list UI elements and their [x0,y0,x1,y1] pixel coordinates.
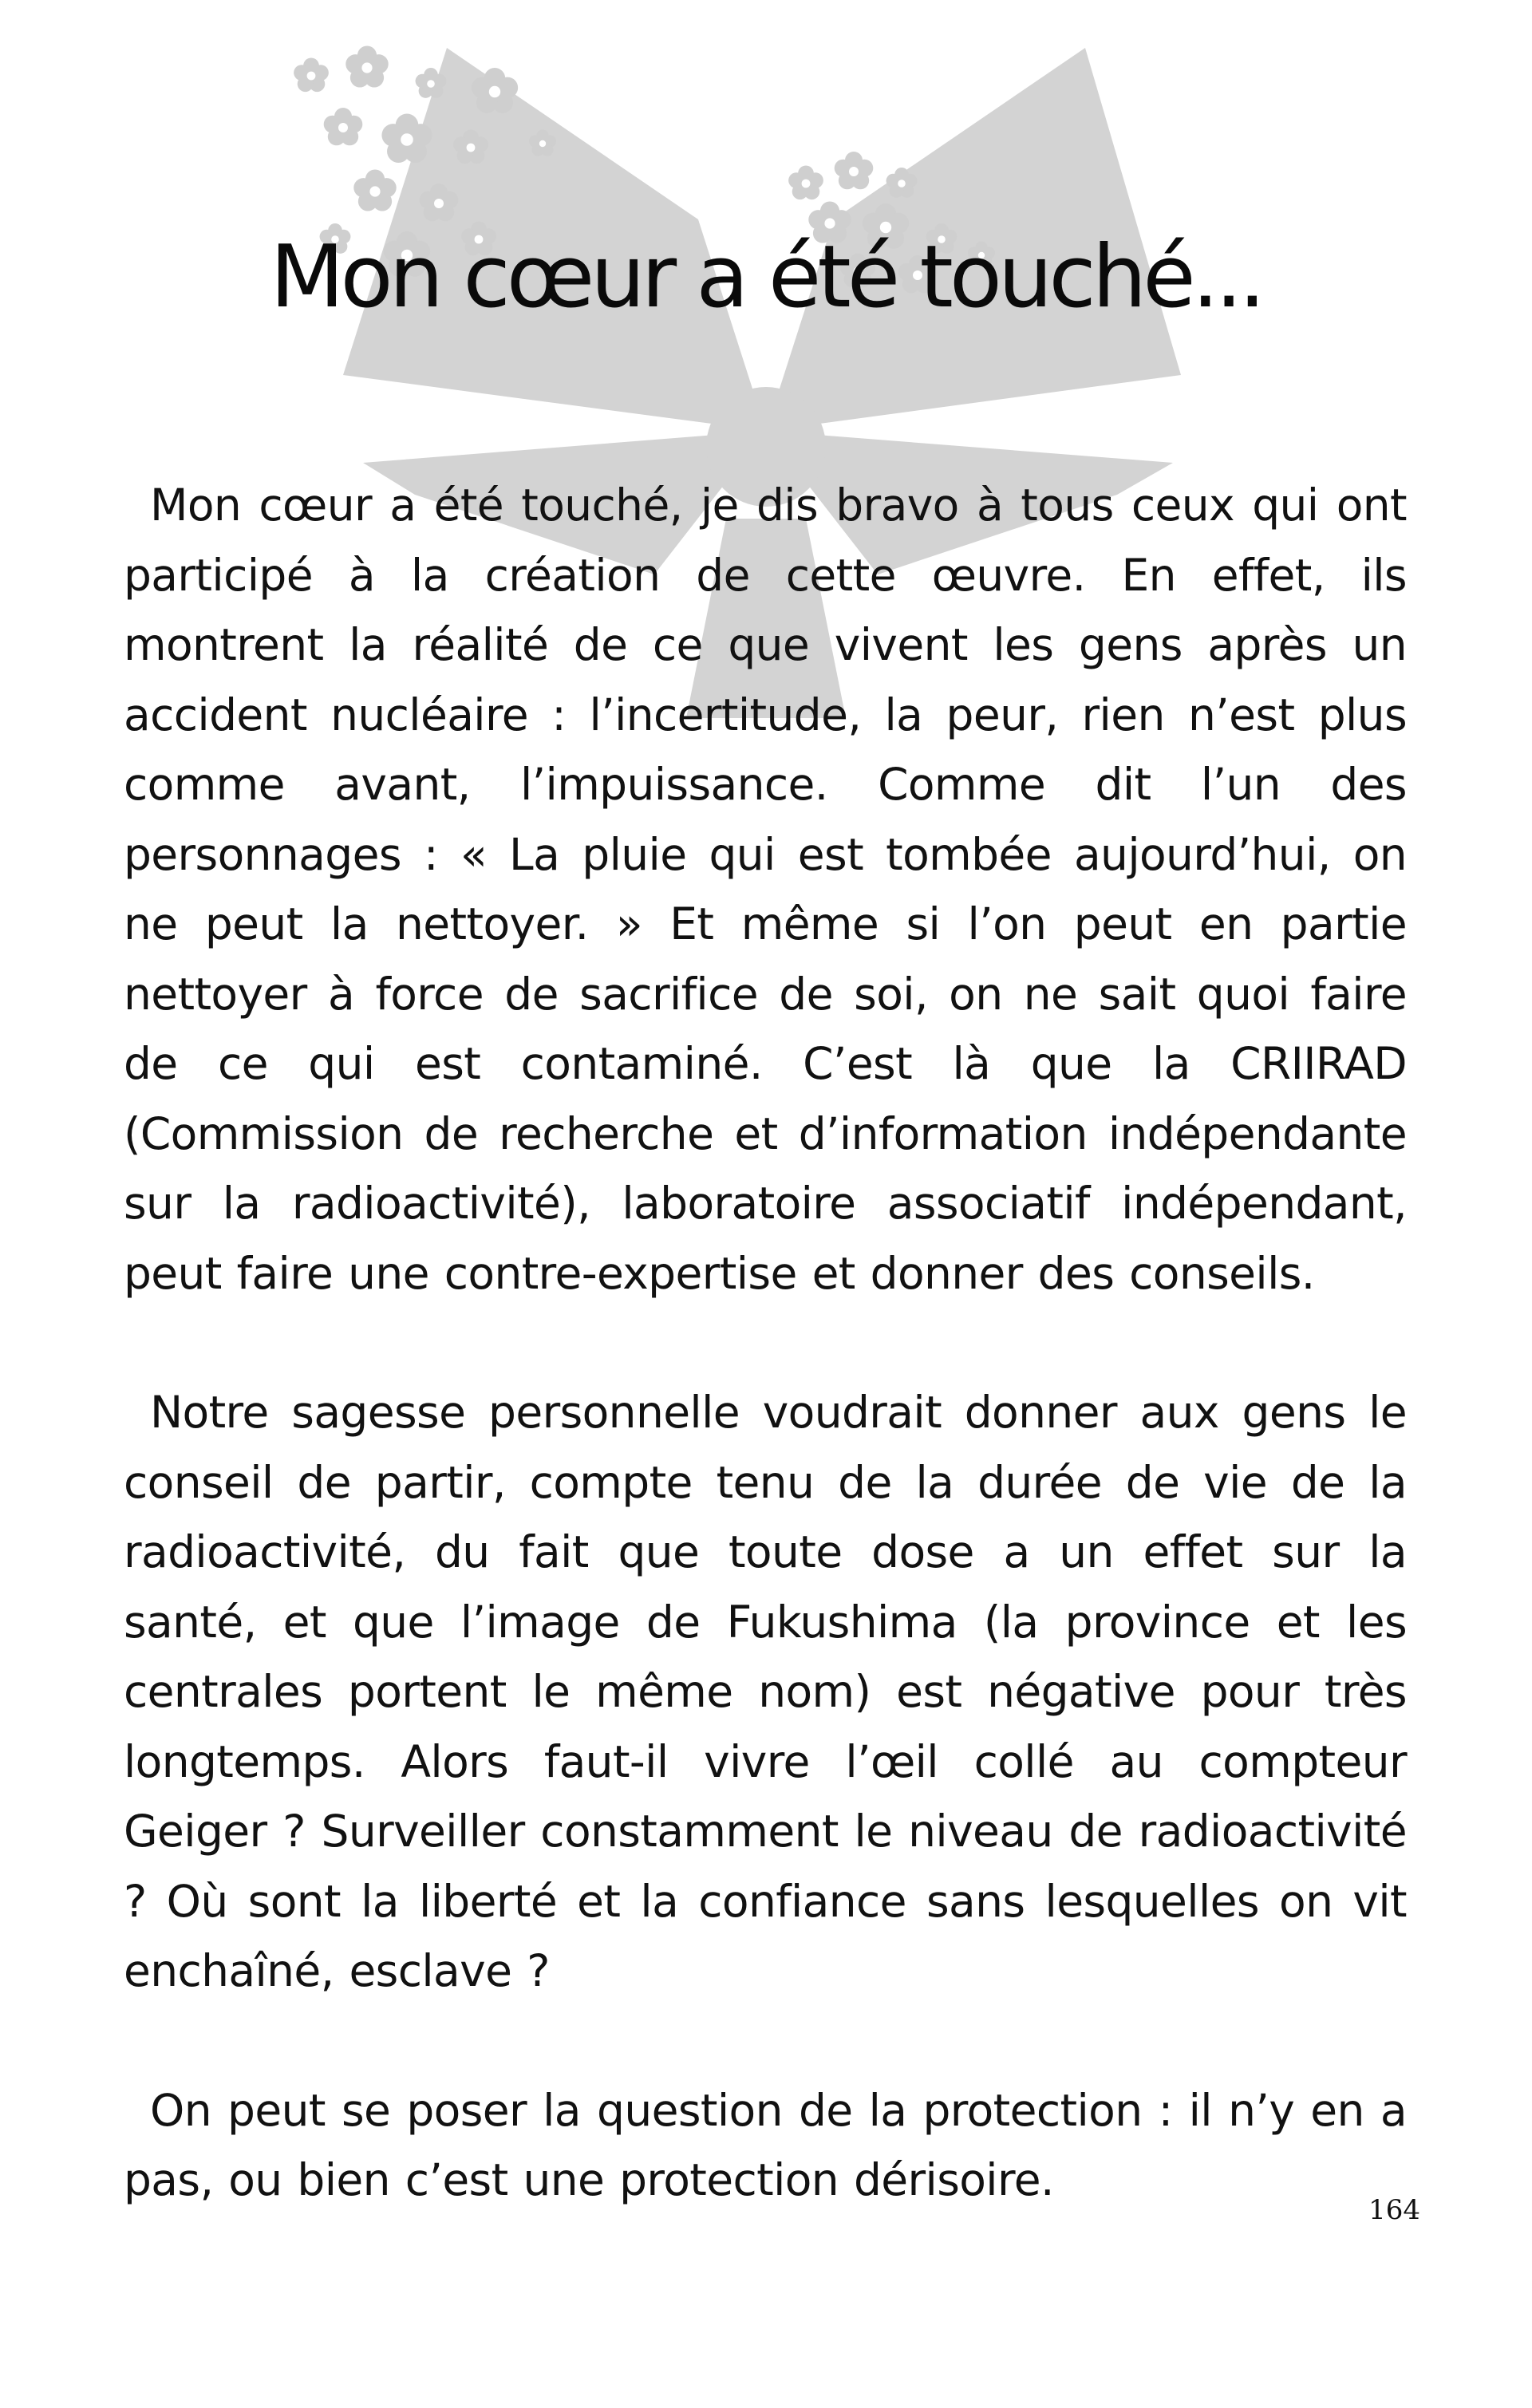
page-number: 164 [1368,2194,1420,2226]
paragraph-2: Notre sagesse personnelle voudrait donner aux gens le conseil de partir, compte tenu de la durée de vie de la radioactivité, du fait que toute dose a un effet sur la santé, et que l’image de Fukushima (la province et les centrales portent le même nom) est négative pour très longtemps. Alors faut-il vivre l’œil collé au compteur Geiger ? Surveiller constamment le niveau de radioactivité ? Où sont la liberté et la confiance sans lesquelles on vit enchaîné, esclave ? [124,1387,1407,1996]
article-body [124,471,1407,2285]
page-title: Mon cœur a été touché... [270,227,1262,327]
paragraph-3: On peut se poser la question de la protection : il n’y en a pas, ou bien c’est une protection dérisoire. [124,2084,1407,2205]
paragraph-1: Mon cœur a été touché, je dis bravo à tous ceux qui ont participé à la création de cette œuvre. En effet, ils montrent la réalité de ce que vivent les gens après un accident nucléaire : l’incertitude, la peur, rien n’est plus comme avant, l’impuissance. Comme dit l’un des personnages : « La pluie qui est tombée aujourd’hui, on ne peut la nettoyer. » Et même si l’on peut en partie nettoyer à force de sacrifice de soi, on ne sait quoi faire de ce qui est contaminé. C’est là que la CRIIRAD (Commission de recherche et d’information indépendante sur la radioactivité), laboratoire associatif indépendant, peut faire une contre-expertise et donner des conseils. [124,480,1407,1299]
